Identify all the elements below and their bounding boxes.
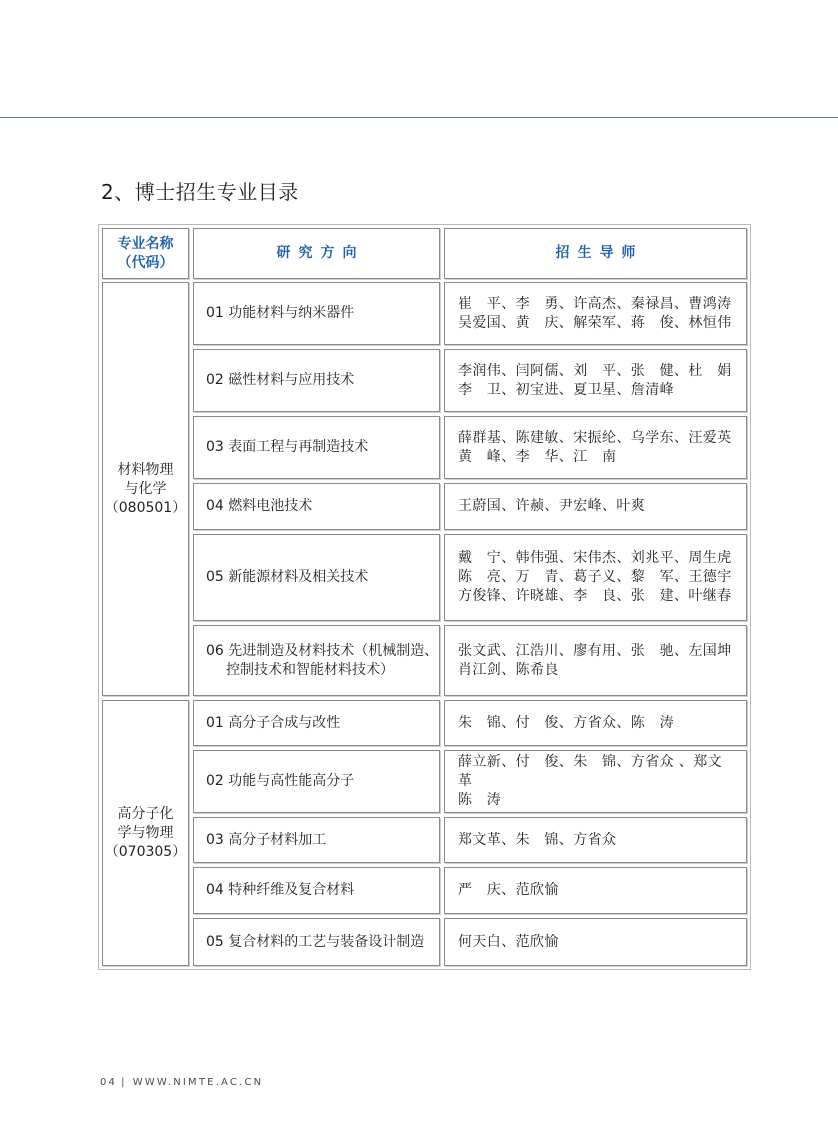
direction-cell xyxy=(193,817,440,863)
advisors-list: 何天白、范欣愉 xyxy=(458,933,559,950)
header-major-line-2: （代码） xyxy=(117,254,174,271)
page-number: 04 xyxy=(100,1077,118,1088)
major-cell-070305 xyxy=(102,700,189,966)
advisors-cell xyxy=(444,700,747,746)
direction-label: 02 功能与高性能高分子 xyxy=(206,773,355,789)
advisors-list: 戴 宁、韩伟强、宋伟杰、刘兆平、周生虎 陈 亮、万 青、葛子义、黎 军、王德宇 方俊锋、许晓雄、李 良、张 建、叶继春 xyxy=(458,550,732,604)
advisors-cell xyxy=(444,534,747,621)
page-footer xyxy=(100,1077,263,1088)
major-name-line-2: 与化学 xyxy=(124,480,167,497)
direction-label: 04 特种纤维及复合材料 xyxy=(206,882,355,898)
direction-cell xyxy=(193,282,440,345)
advisors-list: 张文武、江浩川、廖有用、张 驰、左国坤 肖江剑、陈希良 xyxy=(458,642,732,678)
direction-cell xyxy=(193,867,440,914)
section-title: 2、博士招生专业目录 xyxy=(101,180,299,204)
advisors-cell xyxy=(444,817,747,863)
direction-label: 01 高分子合成与改性 xyxy=(206,714,341,731)
direction-cell xyxy=(193,349,440,412)
advisors-cell xyxy=(444,750,747,813)
advisors-cell xyxy=(444,625,747,696)
major-name-line-1: 材料物理 xyxy=(117,461,174,478)
direction-label-line-1: 06 先进制造及材料技术（机械制造、 xyxy=(206,642,439,659)
advisors-cell xyxy=(444,918,747,966)
major-code: （080501） xyxy=(104,499,187,516)
header-advisors-label: 招生导师 xyxy=(555,245,644,261)
direction-label-line-2: 控制技术和智能材料技术） xyxy=(226,661,394,678)
advisors-list: 严 庆、范欣愉 xyxy=(458,882,559,898)
direction-label: 02 磁性材料与应用技术 xyxy=(206,372,355,388)
footer-divider: | xyxy=(121,1077,127,1088)
direction-cell xyxy=(193,750,440,813)
direction-label: 01 功能材料与纳米器件 xyxy=(206,305,355,321)
major-name-line-2: 学与物理 xyxy=(117,824,174,841)
advisors-cell xyxy=(444,867,747,914)
direction-label: 05 复合材料的工艺与装备设计制造 xyxy=(206,933,425,950)
top-rule xyxy=(0,117,838,118)
header-major xyxy=(102,228,189,279)
major-cell-080501 xyxy=(102,282,189,696)
direction-cell xyxy=(193,625,440,696)
header-direction xyxy=(193,228,440,279)
direction-cell xyxy=(193,416,440,479)
advisors-list: 薛群基、陈建敏、宋振纶、乌学东、汪爱英 黄 峰、李 华、江 南 xyxy=(458,429,732,465)
advisors-cell xyxy=(444,349,747,412)
advisors-cell xyxy=(444,282,747,345)
advisors-cell xyxy=(444,483,747,530)
header-major-line-1: 专业名称 xyxy=(117,235,174,252)
advisors-list: 李润伟、闫阿儒、刘 平、张 健、杜 娟 李 卫、初宝进、夏卫星、詹清峰 xyxy=(458,362,732,398)
direction-cell xyxy=(193,534,440,621)
major-code: （070305） xyxy=(104,843,187,860)
header-advisors xyxy=(444,228,747,279)
advisors-list: 郑文革、朱 锦、方省众 xyxy=(458,831,617,848)
major-name-line-1: 高分子化 xyxy=(117,805,174,822)
direction-cell xyxy=(193,700,440,746)
advisors-cell xyxy=(444,416,747,479)
website-link[interactable]: WWW.NIMTE.AC.CN xyxy=(132,1077,264,1088)
header-direction-label: 研究方向 xyxy=(276,245,365,261)
direction-cell xyxy=(193,918,440,966)
direction-cell xyxy=(193,483,440,530)
advisors-list: 朱 锦、付 俊、方省众、陈 涛 xyxy=(458,714,674,731)
advisors-list: 王蔚国、许赪、尹宏峰、叶爽 xyxy=(458,498,646,514)
direction-label: 03 高分子材料加工 xyxy=(206,831,327,848)
direction-label: 04 燃料电池技术 xyxy=(206,498,313,514)
direction-label: 03 表面工程与再制造技术 xyxy=(206,439,369,455)
advisors-list: 崔 平、李 勇、许高杰、秦禄昌、曹鸿涛 吴爱国、黄 庆、解荣军、蒋 俊、林恒伟 xyxy=(458,295,732,331)
advisors-list: 薛立新、付 俊、朱 锦、方省众 、郑文革 陈 涛 xyxy=(458,754,723,808)
direction-label: 05 新能源材料及相关技术 xyxy=(206,569,369,585)
